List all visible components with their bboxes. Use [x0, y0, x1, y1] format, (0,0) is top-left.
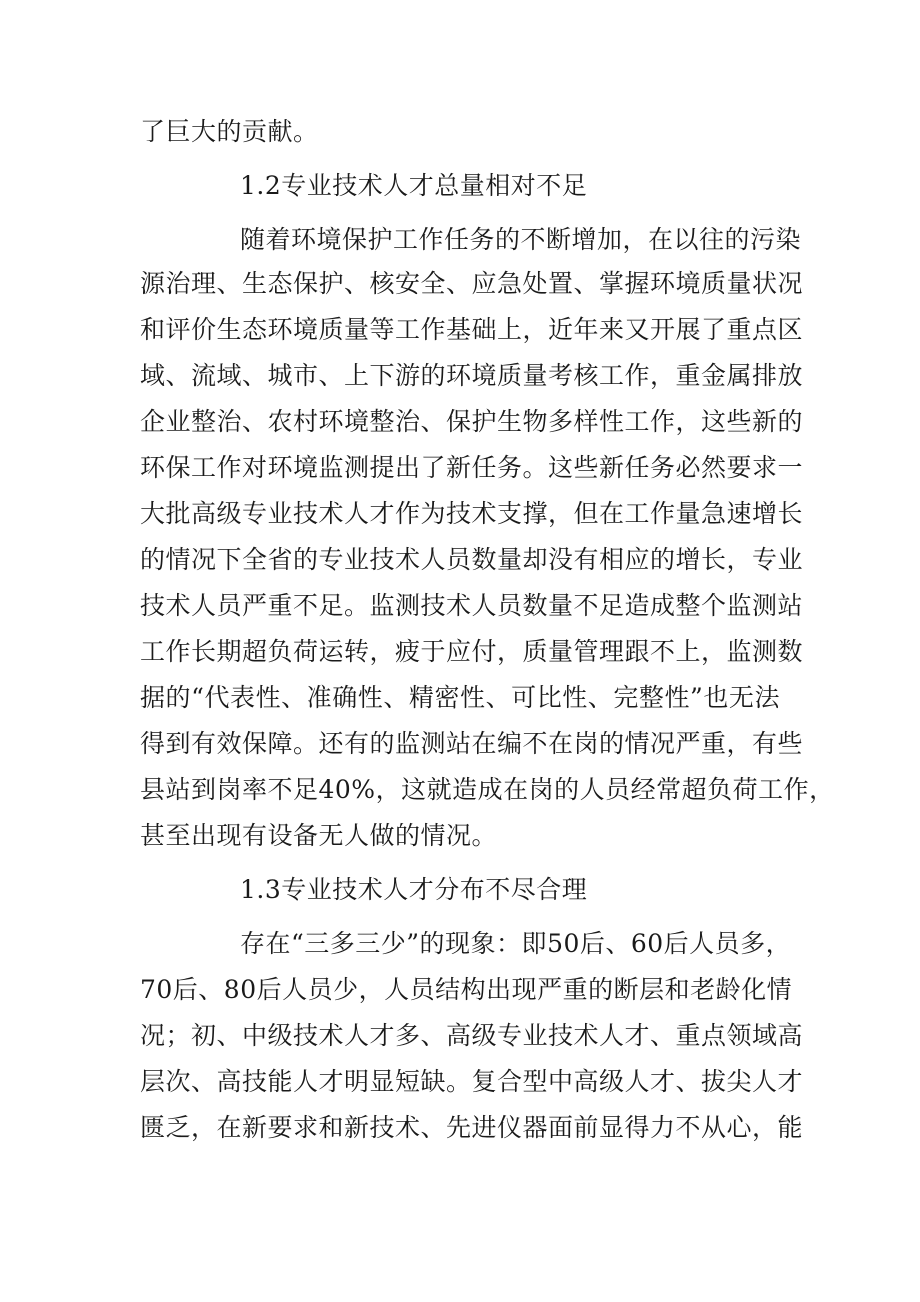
paragraph-line: 和评价生态环境质量等工作基础上，近年来又开展了重点区: [140, 315, 804, 344]
paragraph-line: 据的“代表性、准确性、精密性、可比性、完整性”也无法: [140, 683, 780, 712]
paragraph-line: 存在“三多三少”的现象：即50后、60后人员多，: [240, 929, 792, 958]
paragraph-line: 了巨大的贡献。: [140, 117, 319, 146]
paragraph-line: 技术人员严重不足。监测技术人员数量不足造成整个监测站: [140, 591, 804, 620]
paragraph-line: 层次、高技能人才明显短缺。复合型中高级人才、拔尖人才: [140, 1067, 804, 1096]
paragraph-line: 随着环境保护工作任务的不断增加，在以往的污染: [240, 225, 802, 254]
paragraph-line: 得到有效保障。还有的监测站在编不在岗的情况严重，有些: [140, 729, 804, 758]
paragraph-line: 县站到岗率不足40%，这就造成在岗的人员经常超负荷工作，: [140, 775, 835, 804]
paragraph-line: 源治理、生态保护、核安全、应急处置、掌握环境质量状况: [140, 269, 804, 298]
paragraph-line: 域、流域、城市、上下游的环境质量考核工作，重金属排放: [140, 361, 804, 390]
paragraph-line: 企业整治、农村环境整治、保护生物多样性工作，这些新的: [140, 407, 804, 436]
paragraph-line: 工作长期超负荷运转，疲于应付，质量管理跟不上，监测数: [140, 637, 804, 666]
paragraph-line: 环保工作对环境监测提出了新任务。这些新任务必然要求一: [140, 453, 804, 482]
paragraph-line: 70后、80后人员少，人员结构出现严重的断层和老龄化情: [140, 975, 793, 1004]
section-heading-1-2: 1.2专业技术人才总量相对不足: [240, 171, 588, 200]
paragraph-line: 大批高级专业技术人才作为技术支撑，但在工作量急速增长: [140, 499, 804, 528]
paragraph-line: 况；初、中级技术人才多、高级专业技术人才、重点领域高: [140, 1021, 804, 1050]
paragraph-line: 甚至出现有设备无人做的情况。: [140, 821, 498, 850]
paragraph-line: 匮乏，在新要求和新技术、先进仪器面前显得力不从心，能: [140, 1113, 804, 1142]
paragraph-line: 的情况下全省的专业技术人员数量却没有相应的增长，专业: [140, 545, 804, 574]
section-heading-1-3: 1.3专业技术人才分布不尽合理: [240, 875, 588, 904]
